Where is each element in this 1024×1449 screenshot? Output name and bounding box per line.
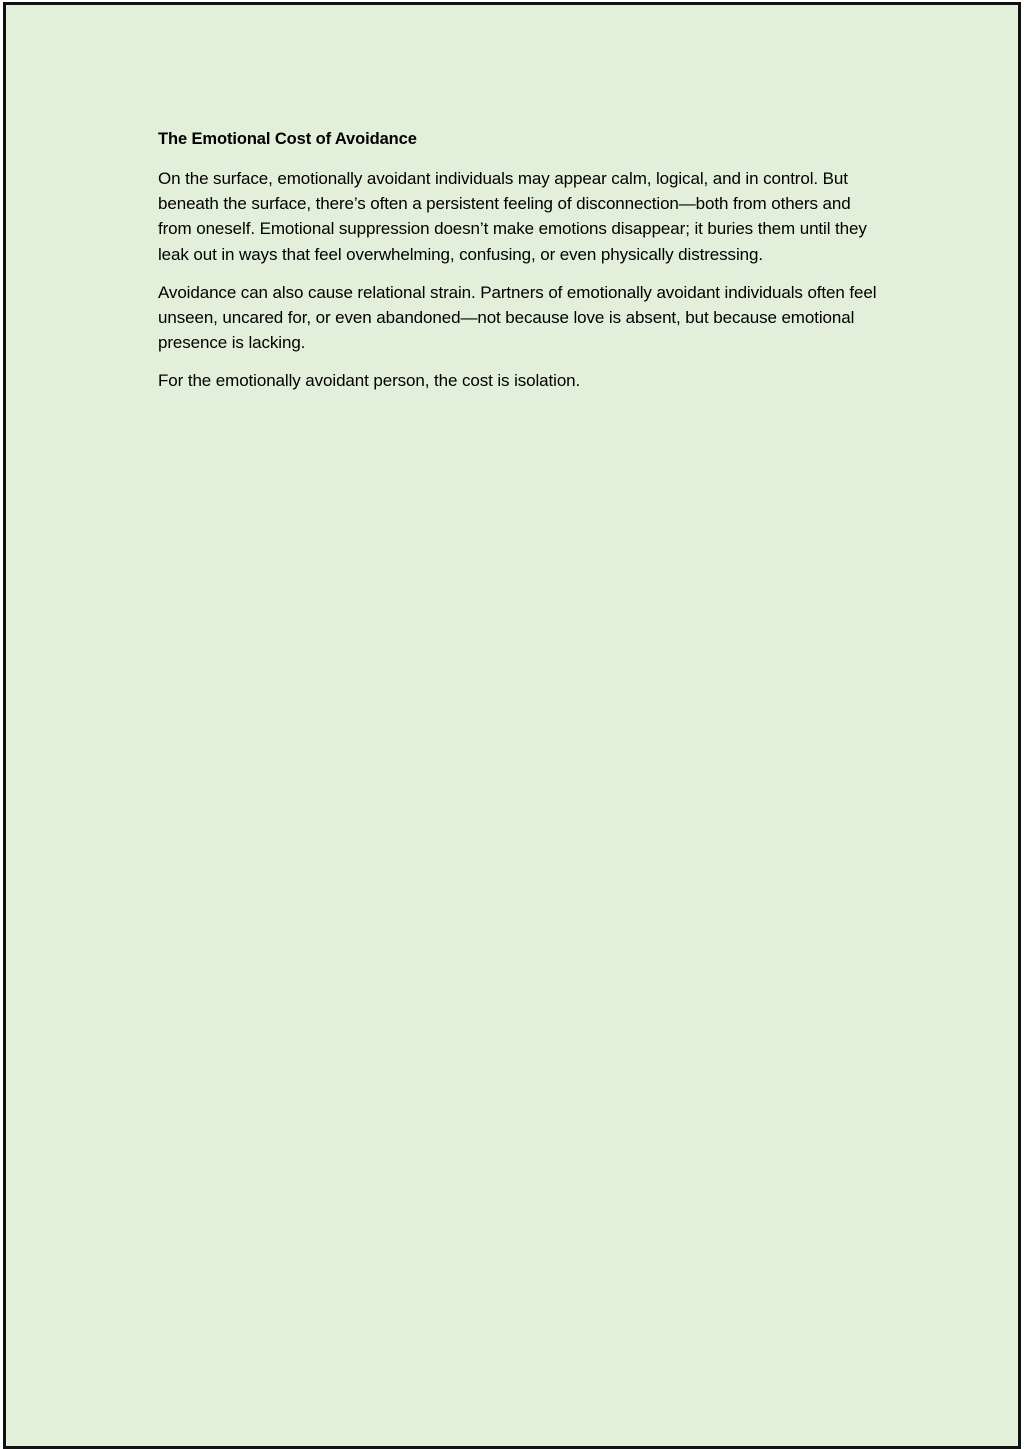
paragraph: On the surface, emotionally avoidant individuals may appear calm, logical, and in control. But beneath the surface, there’s often a persistent feeling of disconnection—both from others and from oneself. Emotional suppression doesn’t make emotions disappear; it buries them until they leak out in ways that feel overwhelming, confusing, or even physically distressing. [158, 169, 867, 264]
section-heading: The Emotional Cost of Avoidance [158, 130, 417, 148]
paragraph: For the emotionally avoidant person, the cost is isolation. [158, 371, 581, 391]
document-body [158, 127, 878, 407]
document-page [3, 2, 1021, 1449]
paragraph: Avoidance can also cause relational strain. Partners of emotionally avoidant individuals often feel unseen, uncared for, or even abandoned—not because love is absent, but because emotional presence is lacking. [158, 282, 877, 353]
